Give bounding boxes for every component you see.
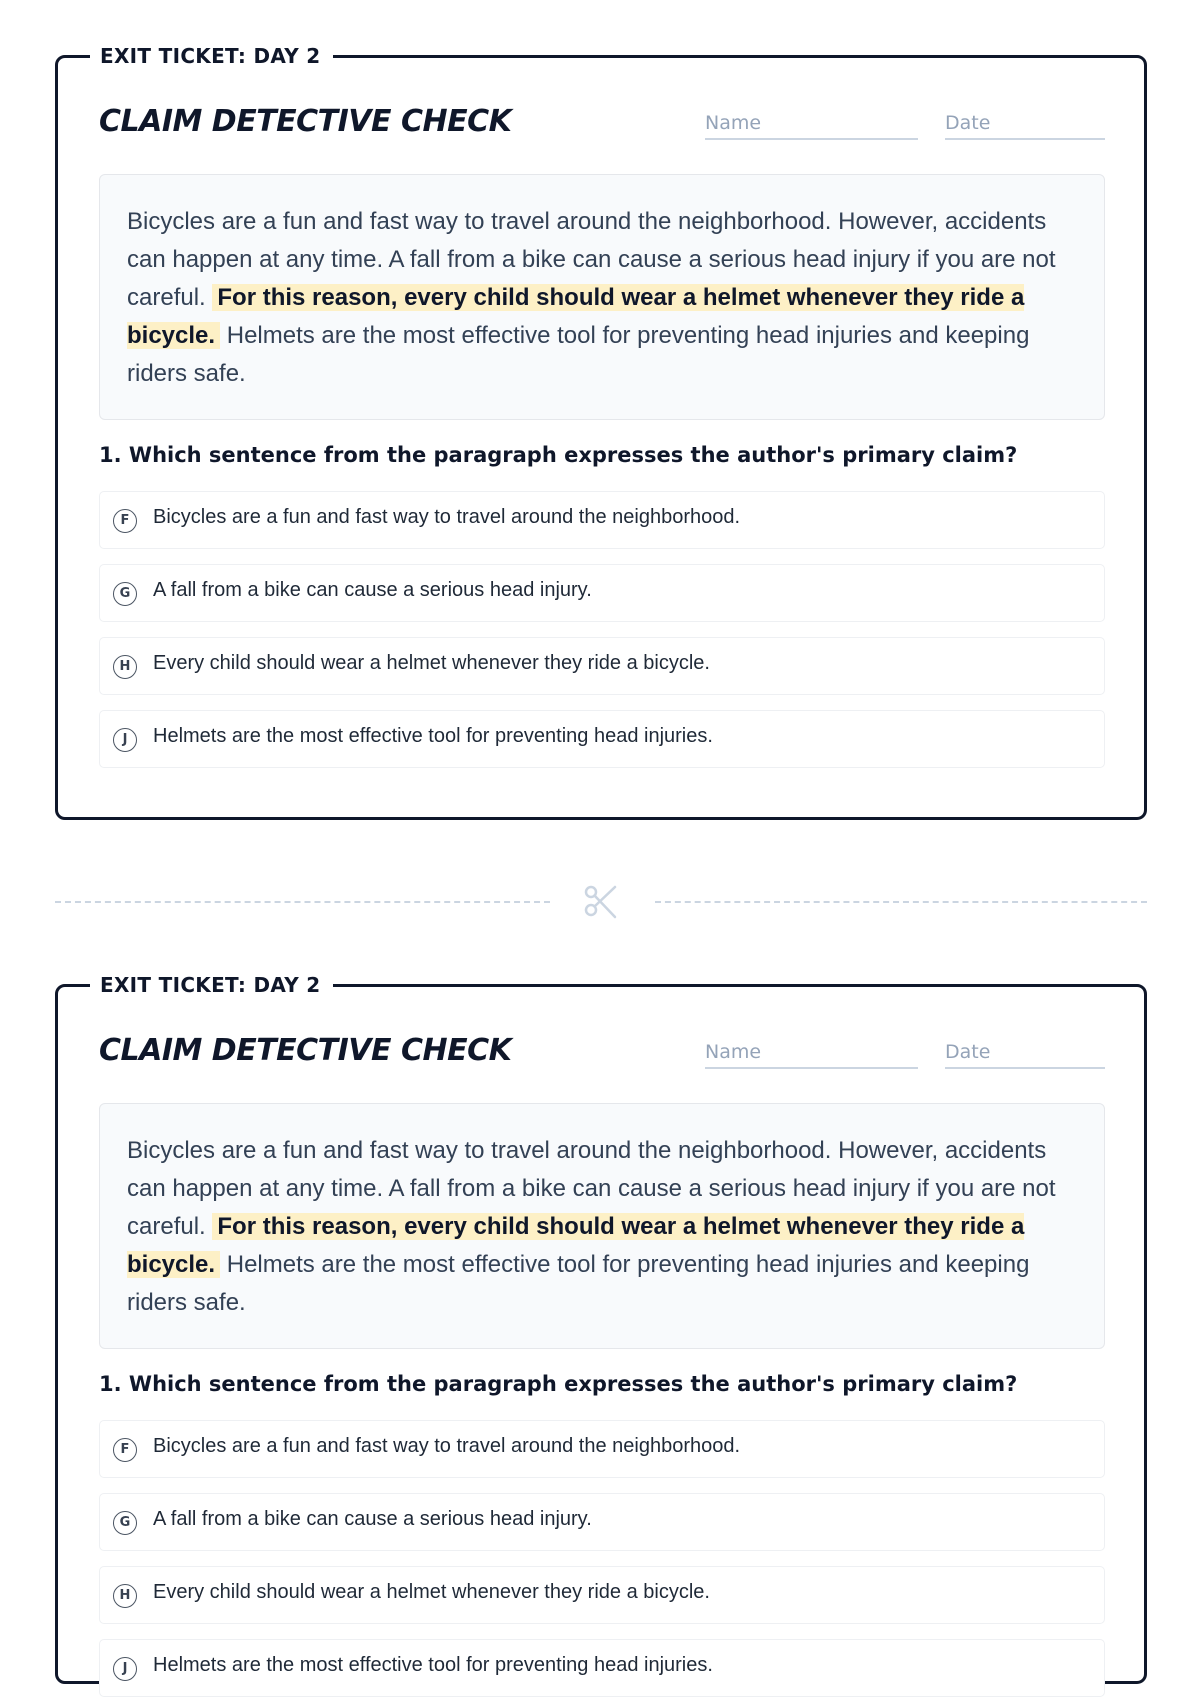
answer-option-f[interactable]: [99, 1420, 1105, 1478]
passage-text: Bicycles are a fun and fast way to travel around the neighborhood. However, accidents can happen at any time. A fall from a bike can cause a serious head injury if you are not careful.: [127, 1137, 1056, 1240]
answer-option-j[interactable]: [99, 710, 1105, 768]
cut-line: [655, 901, 1147, 903]
option-text: A fall from a bike can cause a serious head injury.: [153, 1508, 592, 1530]
exit-ticket: [55, 44, 1147, 820]
answer-bubble[interactable]: H: [113, 1584, 137, 1608]
question-text: 1. Which sentence from the paragraph expresses the author's primary claim?: [99, 1372, 1018, 1396]
option-text: Bicycles are a fun and fast way to travel around the neighborhood.: [153, 1435, 741, 1457]
ticket-label: EXIT TICKET: DAY 2: [90, 41, 333, 71]
answer-bubble[interactable]: G: [113, 582, 137, 606]
answer-bubble[interactable]: J: [113, 728, 137, 752]
answer-bubble[interactable]: F: [113, 509, 137, 533]
question-text: 1. Which sentence from the paragraph expresses the author's primary claim?: [99, 443, 1018, 467]
answer-bubble[interactable]: H: [113, 655, 137, 679]
name-field[interactable]: Name: [705, 1037, 918, 1069]
answer-bubble[interactable]: J: [113, 1657, 137, 1681]
date-field[interactable]: Date: [945, 1037, 1105, 1069]
answer-option-h[interactable]: [99, 1566, 1105, 1624]
option-text: A fall from a bike can cause a serious head injury.: [153, 579, 592, 601]
option-text: Bicycles are a fun and fast way to travel around the neighborhood.: [153, 506, 741, 528]
cut-line: [55, 901, 550, 903]
passage-text: Helmets are the most effective tool for preventing head injuries and keeping riders safe.: [127, 1251, 1030, 1316]
answer-option-g[interactable]: [99, 1493, 1105, 1551]
option-text: Every child should wear a helmet whenever they ride a bicycle.: [153, 652, 710, 674]
reading-passage: [99, 1103, 1105, 1349]
option-text: Every child should wear a helmet whenever they ride a bicycle.: [153, 1581, 710, 1603]
answer-bubble[interactable]: G: [113, 1511, 137, 1535]
passage-text: Helmets are the most effective tool for preventing head injuries and keeping riders safe.: [127, 322, 1030, 387]
exit-ticket: [55, 973, 1147, 1684]
answer-option-f[interactable]: [99, 491, 1105, 549]
reading-passage: [99, 174, 1105, 420]
name-field[interactable]: Name: [705, 108, 918, 140]
option-text: Helmets are the most effective tool for preventing head injuries.: [153, 725, 713, 747]
answer-option-j[interactable]: [99, 1639, 1105, 1697]
claim-highlight: For this reason, every child should wear a helmet whenever they ride a bicycle.: [127, 1213, 1025, 1278]
date-field[interactable]: Date: [945, 108, 1105, 140]
ticket-label: EXIT TICKET: DAY 2: [90, 970, 333, 1000]
scissors-icon: [582, 885, 618, 921]
answer-option-h[interactable]: [99, 637, 1105, 695]
ticket-title: CLAIM DETECTIVE CHECK: [99, 104, 512, 139]
passage-text: Bicycles are a fun and fast way to travel around the neighborhood. However, accidents can happen at any time. A fall from a bike can cause a serious head injury if you are not careful.: [127, 208, 1056, 311]
option-text: Helmets are the most effective tool for preventing head injuries.: [153, 1654, 713, 1676]
ticket-title: CLAIM DETECTIVE CHECK: [99, 1033, 512, 1068]
answer-bubble[interactable]: F: [113, 1438, 137, 1462]
claim-highlight: For this reason, every child should wear a helmet whenever they ride a bicycle.: [127, 284, 1025, 349]
answer-option-g[interactable]: [99, 564, 1105, 622]
